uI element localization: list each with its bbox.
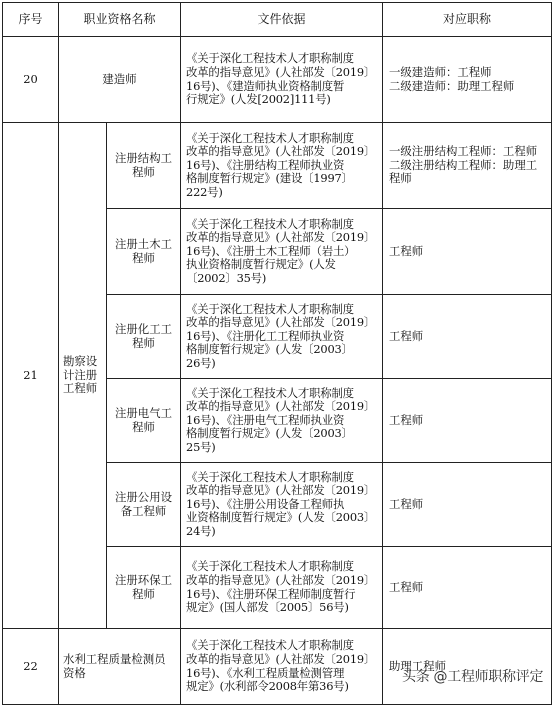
watermark: 头条 @工程师职称评定 bbox=[402, 669, 544, 685]
row-num: 21 bbox=[3, 123, 59, 629]
row-sub: 注册化工工程师 bbox=[107, 295, 181, 379]
row-doc: 《关于深化工程技术人才职称制度 改革的指导意见》(人社部发〔2019〕 16号)、《注册化工工程师执业资 格制度暂行规定》(人发〔2003〕 26号) bbox=[181, 295, 383, 379]
row-title: 一级注册结构工程师：工程师 二级注册结构工程师：助理工程师 bbox=[383, 123, 552, 209]
row-title: 一级建造师：工程师 二级建造师：助理工程师 bbox=[383, 37, 552, 123]
row-sub: 注册环保工程师 bbox=[107, 547, 181, 629]
row-title: 工程师 bbox=[383, 209, 552, 295]
header-num: 序号 bbox=[3, 3, 59, 37]
qualification-table bbox=[2, 2, 552, 705]
row-sub: 注册公用设备工程师 bbox=[107, 463, 181, 547]
header-name: 职业资格名称 bbox=[59, 3, 181, 37]
row-doc: 《关于深化工程技术人才职称制度 改革的指导意见》(人社部发〔2019〕 16号)、《建造师执业资格制度暂 行规定》(人发[2002]111号) bbox=[181, 37, 383, 123]
row-name: 建造师 bbox=[59, 37, 181, 123]
row-sub: 注册电气工程师 bbox=[107, 379, 181, 463]
header-row bbox=[3, 3, 552, 37]
header-doc: 文件依据 bbox=[181, 3, 383, 37]
row-sub: 注册结构工程师 bbox=[107, 123, 181, 209]
row-title: 工程师 bbox=[383, 379, 552, 463]
row-doc: 《关于深化工程技术人才职称制度 改革的指导意见》(人社部发〔2019〕 16号)、《注册结构工程师执业资 格制度暂行规定》(建设〔1997〕 222号) bbox=[181, 123, 383, 209]
row-title: 助理工程师 bbox=[383, 629, 552, 705]
row-doc: 《关于深化工程技术人才职称制度 改革的指导意见》(人社部发〔2019〕 16号)、《注册电气工程师执业资 格制度暂行规定》(人发〔2003〕 25号) bbox=[181, 379, 383, 463]
table-row bbox=[3, 37, 552, 123]
row-num: 20 bbox=[3, 37, 59, 123]
header-title: 对应职称 bbox=[383, 3, 552, 37]
row-name: 水利工程质量检测员资格 bbox=[59, 629, 181, 705]
row-doc: 《关于深化工程技术人才职称制度 改革的指导意见》(人社部发〔2019〕 16号)、《注册环保工程师制度暂行 规定》(国人部发〔2005〕56号) bbox=[181, 547, 383, 629]
row-sub: 注册土木工程师 bbox=[107, 209, 181, 295]
row-doc: 《关于深化工程技术人才职称制度 改革的指导意见》(人社部发〔2019〕 16号)、《注册公用设备工程师执 业资格制度暂行规定》(人发〔2003〕 24号) bbox=[181, 463, 383, 547]
row-title: 工程师 bbox=[383, 547, 552, 629]
row-doc: 《关于深化工程技术人才职称制度 改革的指导意见》(人社部发〔2019〕 16号)、《注册土木工程师（岩土） 执业资格制度暂行规定》(人发 〔2002〕35号) bbox=[181, 209, 383, 295]
row-num: 22 bbox=[3, 629, 59, 705]
row-title: 工程师 bbox=[383, 295, 552, 379]
row-doc: 《关于深化工程技术人才职称制度 改革的指导意见》(人社部发〔2019〕 16号)、《水利工程质量检测管理 规定》(水利部令2008年第36号) bbox=[181, 629, 383, 705]
table-row bbox=[3, 123, 552, 209]
row-title: 工程师 bbox=[383, 463, 552, 547]
row-name: 勘察设计注册工程师 bbox=[59, 123, 107, 629]
